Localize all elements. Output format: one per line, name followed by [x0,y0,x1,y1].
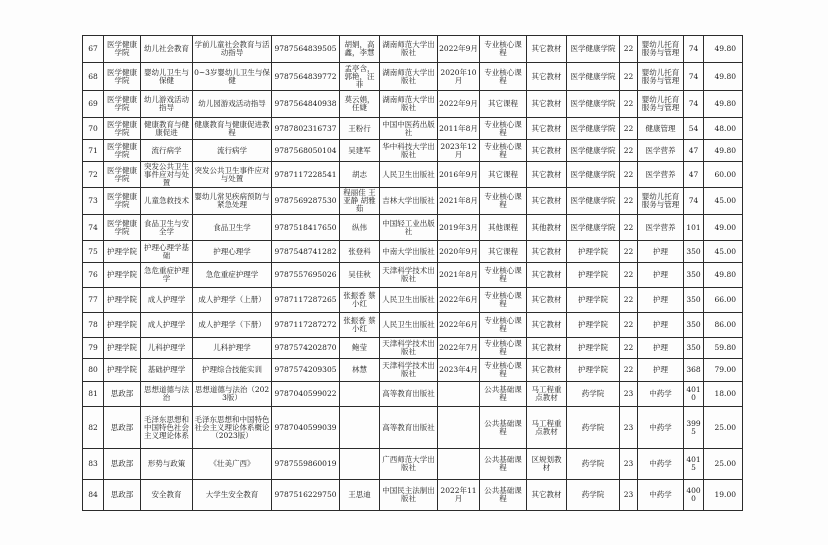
cell-book-type: 其它教材 [527,288,567,313]
cell-publisher: 广西师范大学出版社 [380,449,438,480]
cell-count: 368 [684,359,704,382]
cell-course-type: 公共基础课程 [480,449,527,480]
cell-course: 安全教育 [141,480,193,511]
cell-book-type: 其它教材 [527,188,567,215]
cell-publisher: 中国民主法制出版社 [380,480,438,511]
cell-course-type: 专业核心课程 [480,63,527,91]
cell-no: 83 [83,449,104,480]
cell-price: 49.80 [704,263,743,288]
cell-no: 75 [83,241,104,263]
cell-no: 78 [83,313,104,338]
cell-dept: 护理学院 [104,313,141,338]
cell-no: 70 [83,118,104,140]
cell-isbn: 9787518417650 [272,215,340,241]
cell-course: 突发公共卫生事件应对与处置 [141,162,193,188]
cell-isbn: 9787117228541 [272,162,340,188]
cell-count: 4010 [684,382,704,407]
cell-college: 医学健康学院 [567,63,620,91]
cell-course: 流行病学 [141,140,193,162]
cell-author: 王思迪 [340,480,380,511]
table-row [83,162,743,188]
cell-date: 2023年4月 [438,359,480,382]
cell-major: 婴幼儿托育服务与管理 [638,188,684,215]
cell-author: 张登科 [340,241,380,263]
cell-dept: 医学健康学院 [104,140,141,162]
cell-grade: 22 [620,63,638,91]
cell-college: 医学健康学院 [567,188,620,215]
cell-major: 婴幼儿托育服务与管理 [638,63,684,91]
cell-price: 18.00 [704,382,743,407]
table-row [83,480,743,511]
cell-grade: 22 [620,118,638,140]
cell-course-type: 专业核心课程 [480,338,527,359]
table-row [83,188,743,215]
cell-book: 0~3岁婴幼儿卫生与保健 [193,63,272,91]
cell-dept: 护理学院 [104,359,141,382]
cell-book: 儿科护理学 [193,338,272,359]
cell-course-type: 其他课程 [480,215,527,241]
cell-college: 护理学院 [567,263,620,288]
cell-book-type: 其它教材 [527,241,567,263]
cell-count: 47 [684,162,704,188]
cell-dept: 思政部 [104,407,141,449]
cell-date: 2022年9月 [438,36,480,63]
cell-book-type: 马工程重点教材 [527,382,567,407]
cell-no: 74 [83,215,104,241]
cell-grade: 22 [620,359,638,382]
cell-college: 医学健康学院 [567,162,620,188]
cell-college: 护理学院 [567,288,620,313]
cell-grade: 22 [620,263,638,288]
cell-count: 350 [684,288,704,313]
cell-publisher: 天津科学技术出版社 [380,359,438,382]
cell-book-type: 其它教材 [527,338,567,359]
cell-date [438,407,480,449]
cell-no: 79 [83,338,104,359]
cell-price: 48.00 [704,118,743,140]
cell-count: 350 [684,338,704,359]
cell-publisher: 人民卫生出版社 [380,313,438,338]
cell-major: 医学营养 [638,215,684,241]
cell-isbn: 9787564839772 [272,63,340,91]
cell-major: 医学营养 [638,162,684,188]
cell-major: 护理 [638,263,684,288]
cell-grade: 22 [620,241,638,263]
table-row [83,449,743,480]
cell-count: 74 [684,63,704,91]
cell-grade: 22 [620,140,638,162]
table-row [83,338,743,359]
cell-author: 孟亭含，郭艳，汪菲 [340,63,380,91]
cell-price: 49.80 [704,91,743,118]
cell-date: 2011年8月 [438,118,480,140]
cell-date: 2022年11月 [438,480,480,511]
cell-price: 49.80 [704,36,743,63]
cell-date: 2022年7月 [438,338,480,359]
cell-grade: 22 [620,338,638,359]
cell-publisher: 人民卫生出版社 [380,288,438,313]
cell-book-type: 其它教材 [527,63,567,91]
cell-major: 中药学 [638,382,684,407]
cell-book: 急危重症护理学 [193,263,272,288]
cell-publisher: 人民卫生出版社 [380,162,438,188]
cell-book: 成人护理学（上册） [193,288,272,313]
table-row [83,63,743,91]
cell-dept: 医学健康学院 [104,63,141,91]
cell-price: 45.00 [704,241,743,263]
cell-college: 药学院 [567,407,620,449]
cell-major: 健康管理 [638,118,684,140]
cell-course: 护理心理学基础 [141,241,193,263]
cell-isbn: 9787568050104 [272,140,340,162]
cell-no: 69 [83,91,104,118]
cell-grade: 23 [620,449,638,480]
cell-date: 2016年9月 [438,162,480,188]
cell-count: 74 [684,91,704,118]
cell-grade: 22 [620,91,638,118]
cell-publisher: 华中科技大学出版社 [380,140,438,162]
cell-book: 成人护理学（下册） [193,313,272,338]
cell-course: 幼儿社会教育 [141,36,193,63]
cell-isbn: 9787574202870 [272,338,340,359]
cell-price: 25.00 [704,449,743,480]
cell-course-type: 专业核心课程 [480,359,527,382]
cell-publisher: 高等教育出版社 [380,382,438,407]
cell-book-type: 其它教材 [527,91,567,118]
cell-grade: 23 [620,480,638,511]
cell-date: 2021年8月 [438,188,480,215]
cell-author: 莫云娟，任婕 [340,91,380,118]
cell-course: 幼儿游戏活动指导 [141,91,193,118]
cell-grade: 22 [620,188,638,215]
cell-date: 2019年3月 [438,215,480,241]
cell-major: 婴幼儿托育服务与管理 [638,36,684,63]
cell-author: 张振香 蔡小红 [340,288,380,313]
table-row [83,263,743,288]
cell-isbn: 9787557695026 [272,263,340,288]
cell-date [438,382,480,407]
cell-book: 健康教育与健康促进教程 [193,118,272,140]
table-row [83,140,743,162]
cell-publisher: 湖南师范大学出版社 [380,63,438,91]
cell-dept: 医学健康学院 [104,118,141,140]
cell-isbn: 9787040599022 [272,382,340,407]
cell-major: 护理 [638,359,684,382]
cell-dept: 思政部 [104,382,141,407]
cell-price: 19.00 [704,480,743,511]
cell-book: 护理综合技能实训 [193,359,272,382]
cell-publisher: 湖南师范大学出版社 [380,91,438,118]
cell-course: 成人护理学 [141,313,193,338]
cell-date [438,449,480,480]
cell-book-type: 其它教材 [527,118,567,140]
cell-book: 婴幼儿常见疾病预防与紧急处理 [193,188,272,215]
cell-isbn: 9787516229750 [272,480,340,511]
cell-no: 77 [83,288,104,313]
cell-book: 思想道德与法治（2023版） [193,382,272,407]
cell-course: 儿科护理学 [141,338,193,359]
cell-course-type: 公共基础课程 [480,480,527,511]
table-row [83,91,743,118]
cell-course: 毛泽东思想和中国特色社会主义理论体系 [141,407,193,449]
cell-course-type: 其它课程 [480,241,527,263]
cell-major: 婴幼儿托育服务与管理 [638,91,684,118]
cell-book: 学前儿童社会教育与活动指导 [193,36,272,63]
cell-no: 73 [83,188,104,215]
cell-course-type: 专业核心课程 [480,118,527,140]
cell-book-type: 马工程重点教材 [527,407,567,449]
cell-book-type: 区规划教材 [527,449,567,480]
cell-count: 350 [684,241,704,263]
cell-count: 350 [684,263,704,288]
cell-isbn: 9787117287272 [272,313,340,338]
cell-no: 84 [83,480,104,511]
cell-book-type: 其它教材 [527,480,567,511]
cell-no: 80 [83,359,104,382]
cell-price: 66.00 [704,288,743,313]
cell-book: 护理心理学 [193,241,272,263]
cell-college: 医学健康学院 [567,91,620,118]
cell-publisher: 天津科学技术出版社 [380,263,438,288]
cell-book-type: 其它教材 [527,263,567,288]
cell-date: 2020年9月 [438,241,480,263]
table-row [83,359,743,382]
cell-course: 成人护理学 [141,288,193,313]
cell-course-type: 专业核心课程 [480,140,527,162]
cell-date: 2022年6月 [438,288,480,313]
cell-course-type: 专业核心课程 [480,313,527,338]
cell-course: 思想道德与法治 [141,382,193,407]
table-row [83,118,743,140]
cell-grade: 22 [620,36,638,63]
cell-author: 吴建军 [340,140,380,162]
cell-count: 54 [684,118,704,140]
cell-isbn: 9787559860019 [272,449,340,480]
cell-course-type: 专业核心课程 [480,263,527,288]
cell-book: 幼儿园游戏活动指导 [193,91,272,118]
cell-isbn: 9787117287265 [272,288,340,313]
cell-author: 鲍莹 [340,338,380,359]
cell-course-type: 专业核心课程 [480,188,527,215]
cell-major: 中药学 [638,407,684,449]
cell-count: 4000 [684,480,704,511]
cell-publisher: 中国轻工业出版社 [380,215,438,241]
cell-major: 护理 [638,241,684,263]
cell-count: 350 [684,313,704,338]
cell-dept: 医学健康学院 [104,162,141,188]
cell-price: 60.00 [704,162,743,188]
cell-author: 王粉行 [340,118,380,140]
textbook-table [82,35,743,511]
cell-date: 2020年10月 [438,63,480,91]
cell-author [340,449,380,480]
cell-dept: 思政部 [104,449,141,480]
cell-course: 儿童急救技术 [141,188,193,215]
cell-course: 健康教育与健康促进 [141,118,193,140]
cell-no: 67 [83,36,104,63]
cell-date: 2021年8月 [438,263,480,288]
cell-dept: 护理学院 [104,263,141,288]
cell-major: 护理 [638,288,684,313]
cell-course: 婴幼儿卫生与保健 [141,63,193,91]
cell-book: 突发公共卫生事件应对与处置 [193,162,272,188]
cell-college: 医学健康学院 [567,118,620,140]
cell-major: 护理 [638,338,684,359]
cell-grade: 22 [620,288,638,313]
cell-course: 急危重症护理学 [141,263,193,288]
cell-college: 医学健康学院 [567,36,620,63]
cell-count: 101 [684,215,704,241]
cell-book: 《壮美广西》 [193,449,272,480]
cell-college: 药学院 [567,449,620,480]
table-row [83,382,743,407]
cell-book: 大学生安全教育 [193,480,272,511]
cell-course-type: 专业核心课程 [480,36,527,63]
cell-college: 护理学院 [567,313,620,338]
cell-college: 医学健康学院 [567,140,620,162]
cell-price: 86.00 [704,313,743,338]
cell-publisher: 湖南师范大学出版社 [380,36,438,63]
cell-book-type: 其它教材 [527,162,567,188]
cell-college: 医学健康学院 [567,215,620,241]
table-row [83,288,743,313]
table-row [83,215,743,241]
cell-publisher: 吉林大学出版社 [380,188,438,215]
cell-dept: 医学健康学院 [104,91,141,118]
cell-author [340,382,380,407]
cell-count: 74 [684,188,704,215]
cell-college: 药学院 [567,382,620,407]
cell-publisher: 高等教育出版社 [380,407,438,449]
table-row [83,241,743,263]
cell-college: 护理学院 [567,338,620,359]
cell-no: 81 [83,382,104,407]
cell-price: 49.80 [704,63,743,91]
cell-dept: 护理学院 [104,338,141,359]
cell-isbn: 9787548741282 [272,241,340,263]
cell-grade: 22 [620,215,638,241]
cell-author: 程丽佳 王亚静 胡雅茹 [340,188,380,215]
cell-dept: 医学健康学院 [104,215,141,241]
table-row [83,36,743,63]
cell-date: 2022年9月 [438,91,480,118]
cell-author: 纵伟 [340,215,380,241]
cell-price: 59.80 [704,338,743,359]
cell-course-type: 公共基础课程 [480,382,527,407]
cell-price: 49.80 [704,140,743,162]
cell-major: 医学营养 [638,140,684,162]
cell-publisher: 天津科学技术出版社 [380,338,438,359]
cell-isbn: 9787564840938 [272,91,340,118]
cell-dept: 护理学院 [104,288,141,313]
cell-publisher: 中南大学出版社 [380,241,438,263]
cell-no: 72 [83,162,104,188]
cell-count: 74 [684,36,704,63]
cell-price: 49.00 [704,215,743,241]
cell-count: 3995 [684,407,704,449]
cell-book-type: 其它教材 [527,313,567,338]
cell-course-type: 公共基础课程 [480,407,527,449]
cell-course: 形势与政策 [141,449,193,480]
cell-author: 林慧 [340,359,380,382]
cell-count: 4015 [684,449,704,480]
cell-college: 护理学院 [567,359,620,382]
cell-price: 45.00 [704,188,743,215]
cell-book-type: 其它教材 [527,36,567,63]
textbook-table-body [83,36,743,511]
cell-dept: 思政部 [104,480,141,511]
cell-major: 中药学 [638,480,684,511]
cell-course: 食品卫生与安全学 [141,215,193,241]
cell-author: 胡娟，高鑫，李慧 [340,36,380,63]
cell-author: 张振香 蔡小红 [340,313,380,338]
cell-book: 食品卫生学 [193,215,272,241]
cell-dept: 医学健康学院 [104,36,141,63]
cell-grade: 22 [620,313,638,338]
cell-dept: 护理学院 [104,241,141,263]
cell-count: 47 [684,140,704,162]
cell-major: 中药学 [638,449,684,480]
cell-no: 76 [83,263,104,288]
cell-no: 68 [83,63,104,91]
cell-major: 护理 [638,313,684,338]
cell-book: 流行病学 [193,140,272,162]
cell-college: 药学院 [567,480,620,511]
cell-grade: 22 [620,162,638,188]
cell-grade: 23 [620,382,638,407]
cell-date: 2023年12月 [438,140,480,162]
cell-course-type: 其它课程 [480,162,527,188]
table-row [83,407,743,449]
cell-isbn: 9787040599039 [272,407,340,449]
table-row [83,313,743,338]
cell-price: 25.00 [704,407,743,449]
cell-no: 82 [83,407,104,449]
cell-isbn: 9787802316737 [272,118,340,140]
cell-price: 79.00 [704,359,743,382]
cell-book-type: 其他教材 [527,215,567,241]
cell-date: 2022年6月 [438,313,480,338]
cell-college: 护理学院 [567,241,620,263]
cell-book-type: 其它教材 [527,359,567,382]
cell-author: 吴佳秋 [340,263,380,288]
cell-book: 毛泽东思想和中国特色社会主义理论体系概论（2023版） [193,407,272,449]
cell-dept: 医学健康学院 [104,188,141,215]
cell-author: 胡志 [340,162,380,188]
cell-isbn: 9787564839505 [272,36,340,63]
cell-no: 71 [83,140,104,162]
cell-isbn: 9787574209305 [272,359,340,382]
cell-course: 基础护理学 [141,359,193,382]
cell-author [340,407,380,449]
cell-book-type: 其它教材 [527,140,567,162]
cell-isbn: 9787569287530 [272,188,340,215]
cell-grade: 23 [620,407,638,449]
cell-publisher: 中国中医药出版社 [380,118,438,140]
cell-course-type: 其它课程 [480,91,527,118]
cell-course-type: 专业核心课程 [480,288,527,313]
